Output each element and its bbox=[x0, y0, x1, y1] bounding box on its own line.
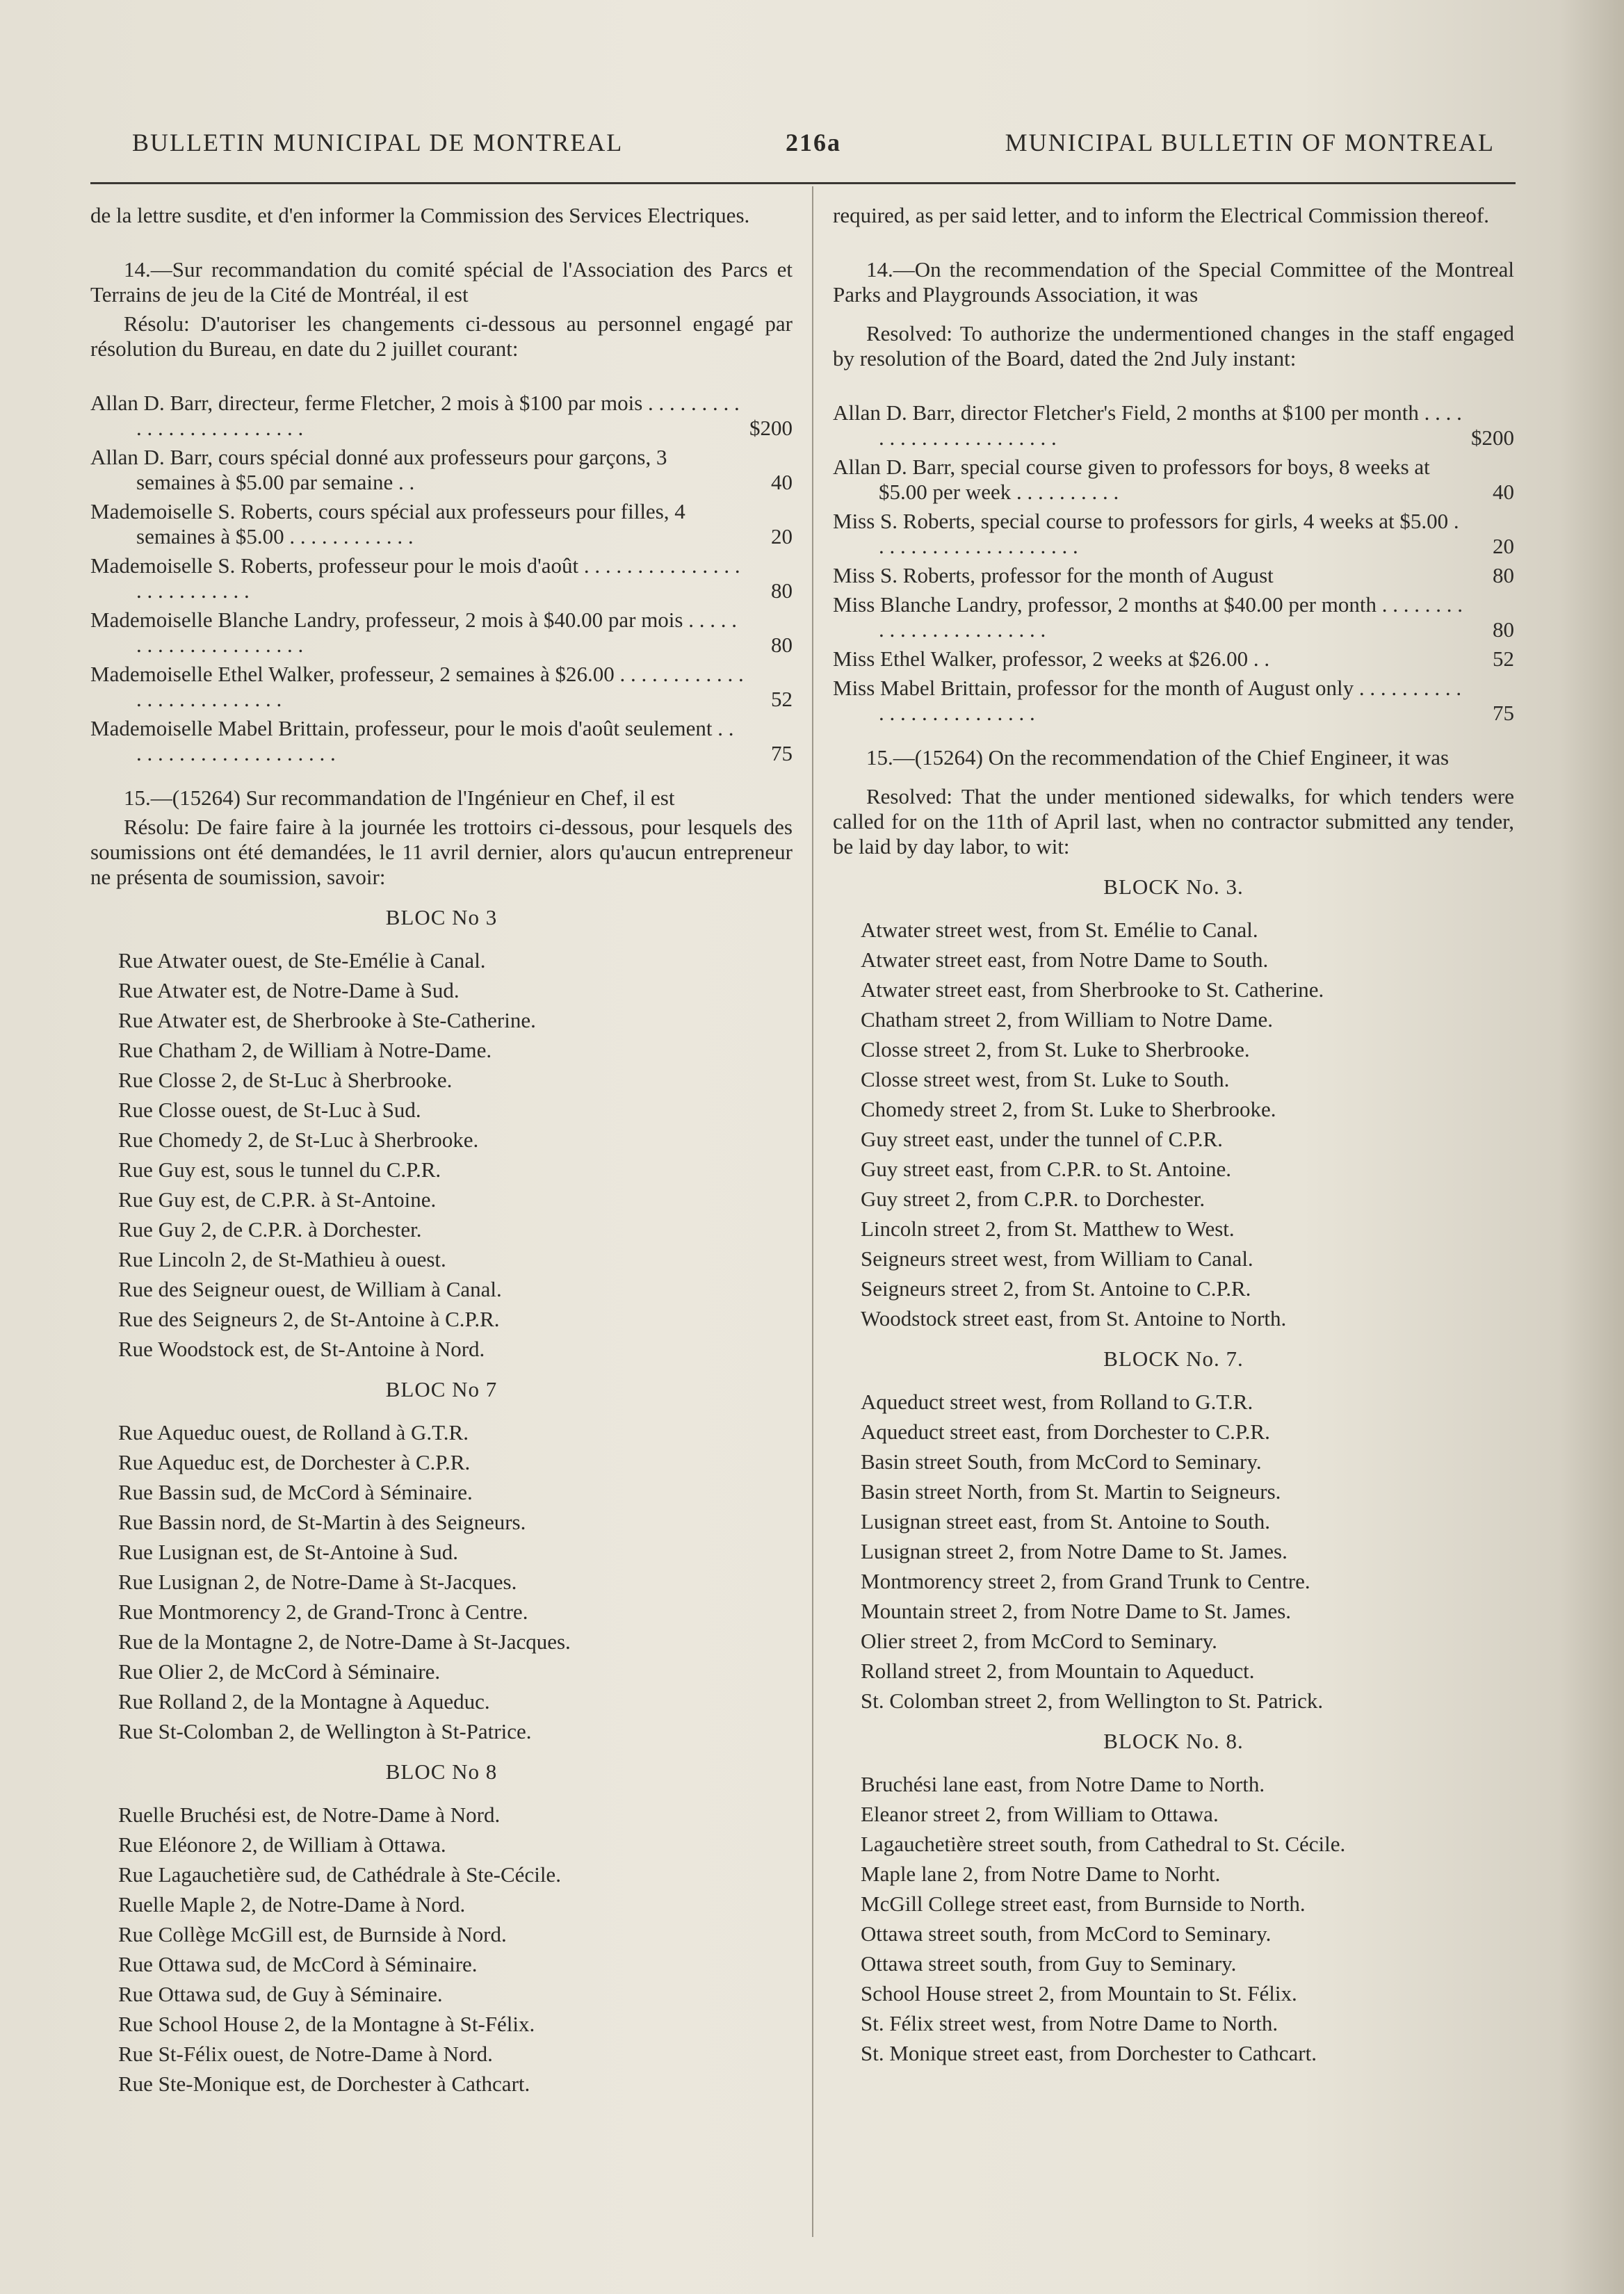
staff-item bbox=[90, 445, 793, 495]
staff-item-amount: 20 bbox=[771, 524, 793, 548]
street-entry: School House street 2, from Mountain to St. Félix. bbox=[861, 1981, 1297, 2006]
street-entry: Atwater street east, from Sherbrooke to St. Catherine. bbox=[861, 977, 1324, 1002]
street-entry: Rue Collège McGill est, de Burnside à Nord. bbox=[118, 1922, 507, 1946]
street-entry: McGill College street east, from Burnside to North. bbox=[861, 1892, 1306, 1916]
staff-item-text: Miss Mabel Brittain, professor for the month of August only . . . . . . . . . . . . . . . . . . . . . . . . . bbox=[833, 676, 1462, 725]
block-section bbox=[833, 875, 1514, 1331]
staff-item-text: Miss S. Roberts, professor for the month of August bbox=[833, 563, 1274, 587]
staff-item-amount: 20 bbox=[1493, 534, 1514, 558]
staff-item bbox=[90, 662, 793, 712]
street-entry: Eleanor street 2, from William to Ottawa. bbox=[861, 1802, 1219, 1826]
street-entry: Ruelle Maple 2, de Notre-Dame à Nord. bbox=[118, 1892, 466, 1917]
staff-item-amount: 40 bbox=[771, 470, 793, 494]
street-entry: Ottawa street south, from Guy to Seminary. bbox=[861, 1951, 1237, 1976]
street-entry: Atwater street east, from Notre Dame to South. bbox=[861, 947, 1269, 972]
page-header bbox=[132, 118, 1495, 160]
column-divider bbox=[812, 186, 813, 2237]
street-entry: Rue Atwater est, de Notre-Dame à Sud. bbox=[118, 978, 460, 1002]
street-entry: Basin street South, from McCord to Seminary. bbox=[861, 1449, 1262, 1474]
staff-item-text: Mademoiselle Blanche Landry, professeur, 2 mois à $40.00 par mois . . . . . . . . . . . . . . . . . . . . . bbox=[90, 608, 737, 657]
street-entry: Rue Lusignan est, de St-Antoine à Sud. bbox=[118, 1540, 459, 1564]
street-entry: Rue Ste-Monique est, de Dorchester à Cathcart. bbox=[118, 2072, 530, 2096]
staff-item-text: Allan D. Barr, directeur, ferme Fletcher, 2 mois à $100 par mois . . . . . . . . . . . . . . . . . . . . . . . . . bbox=[90, 391, 740, 440]
block-section bbox=[90, 905, 793, 1362]
street-entry: St. Monique street east, from Dorchester to Cathcart. bbox=[861, 2041, 1317, 2065]
item-14-recommendation: 14.—Sur recommandation du comité spécial de l'Association des Parcs et Terrains de jeu de la Cité de Montréal, il est bbox=[90, 257, 793, 307]
street-entry: Aqueduct street west, from Rolland to G.T.R. bbox=[861, 1390, 1253, 1414]
staff-item bbox=[833, 509, 1514, 559]
staff-item bbox=[833, 563, 1514, 588]
block-title: BLOC No 3 bbox=[385, 905, 498, 929]
staff-item-amount: 52 bbox=[771, 687, 793, 711]
staff-item-amount: 80 bbox=[771, 633, 793, 657]
street-entry: Olier street 2, from McCord to Seminary. bbox=[861, 1629, 1217, 1653]
street-entry: Guy street 2, from C.P.R. to Dorchester. bbox=[861, 1187, 1205, 1211]
block-title: BLOC No 7 bbox=[385, 1377, 498, 1401]
staff-item bbox=[833, 646, 1514, 672]
street-entry: Woodstock street east, from St. Antoine to North. bbox=[861, 1306, 1287, 1331]
street-entry: Lusignan street 2, from Notre Dame to St. James. bbox=[861, 1539, 1288, 1563]
street-entry: Rue Aqueduc est, de Dorchester à C.P.R. bbox=[118, 1450, 471, 1474]
street-entry: Rue Ottawa sud, de McCord à Séminaire. bbox=[118, 1952, 478, 1976]
staff-list bbox=[90, 391, 793, 766]
street-entry: Basin street North, from St. Martin to Seigneurs. bbox=[861, 1479, 1281, 1504]
staff-item bbox=[90, 499, 793, 549]
item-15-recommendation: 15.—(15264) On the recommendation of the Chief Engineer, it was bbox=[866, 745, 1450, 770]
street-entry: Rue Guy est, de C.P.R. à St-Antoine. bbox=[118, 1187, 437, 1212]
street-entry: Rue des Seigneur ouest, de William à Canal. bbox=[118, 1277, 502, 1301]
street-entry: St. Colomban street 2, from Wellington to St. Patrick. bbox=[861, 1689, 1324, 1713]
street-entry: Seigneurs street west, from William to Canal. bbox=[861, 1246, 1253, 1271]
staff-item-amount: 80 bbox=[1493, 617, 1514, 642]
street-entry: Rue Chatham 2, de William à Notre-Dame. bbox=[118, 1038, 492, 1062]
staff-item-text: Allan D. Barr, special course given to professors for boys, 8 weeks at $5.00 per week . . . . . . . . . . bbox=[833, 455, 1430, 504]
staff-item-amount: 75 bbox=[1493, 701, 1514, 725]
street-entry: Rue Eléonore 2, de William à Ottawa. bbox=[118, 1832, 446, 1857]
staff-item bbox=[90, 391, 793, 441]
staff-item-text: Miss Blanche Landry, professor, 2 months at $40.00 per month . . . . . . . . . . . . . . . . . . . . . . . . bbox=[833, 592, 1463, 642]
street-entry: Rue School House 2, de la Montagne à St-Félix. bbox=[118, 2012, 535, 2036]
street-entry: Rue Chomedy 2, de St-Luc à Sherbrooke. bbox=[118, 1128, 479, 1152]
english-column bbox=[833, 203, 1514, 2071]
street-entry: Rue Guy est, sous le tunnel du C.P.R. bbox=[118, 1157, 441, 1182]
item-15-resolution: Résolu: De faire faire à la journée les trottoirs ci-dessous, pour lesquels des soumissions ont été demandées, le 11 avril dernier, alors qu'aucun entrepreneur ne présenta de soumission, savoir: bbox=[90, 815, 793, 889]
block-title: BLOCK No. 8. bbox=[1103, 1729, 1244, 1753]
street-entry: Rue Lusignan 2, de Notre-Dame à St-Jacques. bbox=[118, 1570, 517, 1594]
staff-item-text: Mademoiselle S. Roberts, professeur pour le mois d'août . . . . . . . . . . . . . . . . . . . . . . . . . . bbox=[90, 553, 740, 603]
street-entry: Rue Woodstock est, de St-Antoine à Nord. bbox=[118, 1337, 485, 1361]
street-entry: Rue Bassin sud, de McCord à Séminaire. bbox=[118, 1480, 473, 1504]
staff-item-text: Mademoiselle S. Roberts, cours spécial aux professeurs pour filles, 4 semaines à $5.00 . . . . . . . . . . . . bbox=[90, 499, 685, 548]
header-rule bbox=[90, 182, 1516, 184]
staff-item-amount: 52 bbox=[1493, 646, 1514, 671]
block-section bbox=[90, 1759, 793, 2097]
intro-continuation: de la lettre susdite, et d'en informer la Commission des Services Electriques. bbox=[90, 203, 750, 227]
street-entry: Rue Closse ouest, de St-Luc à Sud. bbox=[118, 1098, 421, 1122]
block-title: BLOC No 8 bbox=[385, 1759, 498, 1784]
staff-item-text: Allan D. Barr, cours spécial donné aux professeurs pour garçons, 3 semaines à $5.00 par semaine . . bbox=[90, 445, 667, 494]
intro-continuation: required, as per said letter, and to inform the Electrical Commission thereof. bbox=[833, 203, 1489, 227]
staff-item-text: Allan D. Barr, director Fletcher's Field, 2 months at $100 per month . . . . . . . . . . . . . . . . . . . . . bbox=[833, 400, 1462, 450]
item-15-recommendation: 15.—(15264) Sur recommandation de l'Ingénieur en Chef, il est bbox=[124, 786, 675, 810]
staff-item bbox=[833, 676, 1514, 726]
street-entry: Rue St-Félix ouest, de Notre-Dame à Nord. bbox=[118, 2042, 493, 2066]
street-entry: Montmorency street 2, from Grand Trunk to Centre. bbox=[861, 1569, 1310, 1593]
street-entry: Closse street 2, from St. Luke to Sherbrooke. bbox=[861, 1037, 1250, 1061]
street-entry: Lusignan street east, from St. Antoine to South. bbox=[861, 1509, 1270, 1534]
staff-item bbox=[90, 608, 793, 658]
staff-item-amount: 40 bbox=[1493, 480, 1514, 504]
street-entry: Atwater street west, from St. Emélie to Canal. bbox=[861, 918, 1258, 942]
staff-item-text: Mademoiselle Mabel Brittain, professeur, pour le mois d'août seulement . . . . . . . . . . . . . . . . . . . . . bbox=[90, 716, 734, 765]
street-entry: Chatham street 2, from William to Notre Dame. bbox=[861, 1007, 1274, 1032]
street-entry: Rue Lagauchetière sud, de Cathédrale à Ste-Cécile. bbox=[118, 1862, 561, 1887]
street-entry: Lagauchetière street south, from Cathedral to St. Cécile. bbox=[861, 1832, 1346, 1856]
staff-item-text: Mademoiselle Ethel Walker, professeur, 2 semaines à $26.00 . . . . . . . . . . . . . . . . . . . . . . . . . . bbox=[90, 662, 744, 711]
street-entry: Rue Rolland 2, de la Montagne à Aqueduc. bbox=[118, 1689, 490, 1714]
item-14-recommendation: 14.—On the recommendation of the Special Committee of the Montreal Parks and Playgrounds Association, it was bbox=[833, 257, 1514, 307]
street-entry: Closse street west, from St. Luke to South. bbox=[861, 1067, 1230, 1091]
street-entry: Rue Guy 2, de C.P.R. à Dorchester. bbox=[118, 1217, 422, 1242]
staff-item bbox=[833, 455, 1514, 505]
staff-item bbox=[90, 716, 793, 766]
street-entry: Rue Bassin nord, de St-Martin à des Seigneurs. bbox=[118, 1510, 526, 1534]
street-entry: Bruchési lane east, from Notre Dame to North. bbox=[861, 1772, 1265, 1796]
street-entry: Maple lane 2, from Notre Dame to Norht. bbox=[861, 1862, 1221, 1886]
street-entry: Rue Lincoln 2, de St-Mathieu à ouest. bbox=[118, 1247, 446, 1271]
street-entry: Mountain street 2, from Notre Dame to St. James. bbox=[861, 1599, 1292, 1623]
staff-item-text: Miss S. Roberts, special course to professors for girls, 4 weeks at $5.00 . . . . . . . . . . . . . . . . . . . . bbox=[833, 509, 1459, 558]
street-entry: Rue Atwater ouest, de Ste-Emélie à Canal. bbox=[118, 948, 486, 973]
block-section bbox=[833, 1729, 1514, 2066]
staff-item bbox=[833, 400, 1514, 450]
street-entry: Aqueduct street east, from Dorchester to C.P.R. bbox=[861, 1419, 1270, 1444]
staff-item-amount: $200 bbox=[749, 416, 793, 440]
staff-item-amount: 80 bbox=[771, 578, 793, 603]
street-entry: Chomedy street 2, from St. Luke to Sherbrooke. bbox=[861, 1097, 1276, 1121]
header-english-title: MUNICIPAL BULLETIN OF MONTREAL bbox=[1005, 129, 1495, 156]
street-entry: Guy street east, under the tunnel of C.P.R. bbox=[861, 1127, 1223, 1151]
street-entry: Ruelle Bruchési est, de Notre-Dame à Nord. bbox=[118, 1803, 501, 1827]
street-entry: Rue Aqueduc ouest, de Rolland à G.T.R. bbox=[118, 1420, 469, 1445]
staff-item-amount: 75 bbox=[771, 741, 793, 765]
street-entry: Rue Montmorency 2, de Grand-Tronc à Centre. bbox=[118, 1600, 528, 1624]
street-entry: Lincoln street 2, from St. Matthew to West. bbox=[861, 1217, 1235, 1241]
street-entry: Rue des Seigneurs 2, de St-Antoine à C.P.R. bbox=[118, 1307, 500, 1331]
staff-item bbox=[833, 592, 1514, 642]
staff-list bbox=[833, 400, 1514, 726]
staff-item-text: Miss Ethel Walker, professor, 2 weeks at $26.00 . . bbox=[833, 646, 1270, 671]
staff-item-amount: 80 bbox=[1493, 563, 1514, 587]
page-number: 216a bbox=[786, 129, 841, 156]
street-entry: Rue Atwater est, de Sherbrooke à Ste-Catherine. bbox=[118, 1008, 536, 1032]
french-column bbox=[90, 203, 793, 2101]
street-entry: Rue St-Colomban 2, de Wellington à St-Patrice. bbox=[118, 1719, 532, 1743]
staff-item-amount: $200 bbox=[1471, 425, 1514, 450]
item-15-resolution: Resolved: That the under mentioned sidewalks, for which tenders were called for on the 11th of April last, when no contractor submitted any tender, be laid by day labor, to wit: bbox=[833, 784, 1514, 859]
staff-item bbox=[90, 553, 793, 603]
street-entry: Rue Closse 2, de St-Luc à Sherbrooke. bbox=[118, 1068, 453, 1092]
block-title: BLOCK No. 3. bbox=[1103, 875, 1244, 899]
header-french-title: BULLETIN MUNICIPAL DE MONTREAL bbox=[132, 129, 624, 156]
item-14-resolution: Résolu: D'autoriser les changements ci-dessous au personnel engagé par résolution du Bureau, en date du 2 juillet courant: bbox=[90, 311, 793, 361]
street-entry: Rue Olier 2, de McCord à Séminaire. bbox=[118, 1659, 441, 1684]
block-title: BLOCK No. 7. bbox=[1103, 1347, 1244, 1371]
street-entry: Seigneurs street 2, from St. Antoine to C.P.R. bbox=[861, 1276, 1251, 1301]
block-section bbox=[833, 1347, 1514, 1714]
street-entry: Rolland street 2, from Mountain to Aqueduct. bbox=[861, 1659, 1255, 1683]
street-entry: Rue de la Montagne 2, de Notre-Dame à St-Jacques. bbox=[118, 1629, 571, 1654]
street-entry: Guy street east, from C.P.R. to St. Antoine. bbox=[861, 1157, 1232, 1181]
item-14-resolution: Resolved: To authorize the undermentioned changes in the staff engaged by resolution of the Board, dated the 2nd July instant: bbox=[833, 321, 1514, 371]
street-entry: St. Félix street west, from Notre Dame to North. bbox=[861, 2011, 1278, 2035]
block-section bbox=[90, 1377, 793, 1744]
street-entry: Ottawa street south, from McCord to Seminary. bbox=[861, 1921, 1272, 1946]
street-entry: Rue Ottawa sud, de Guy à Séminaire. bbox=[118, 1982, 443, 2006]
